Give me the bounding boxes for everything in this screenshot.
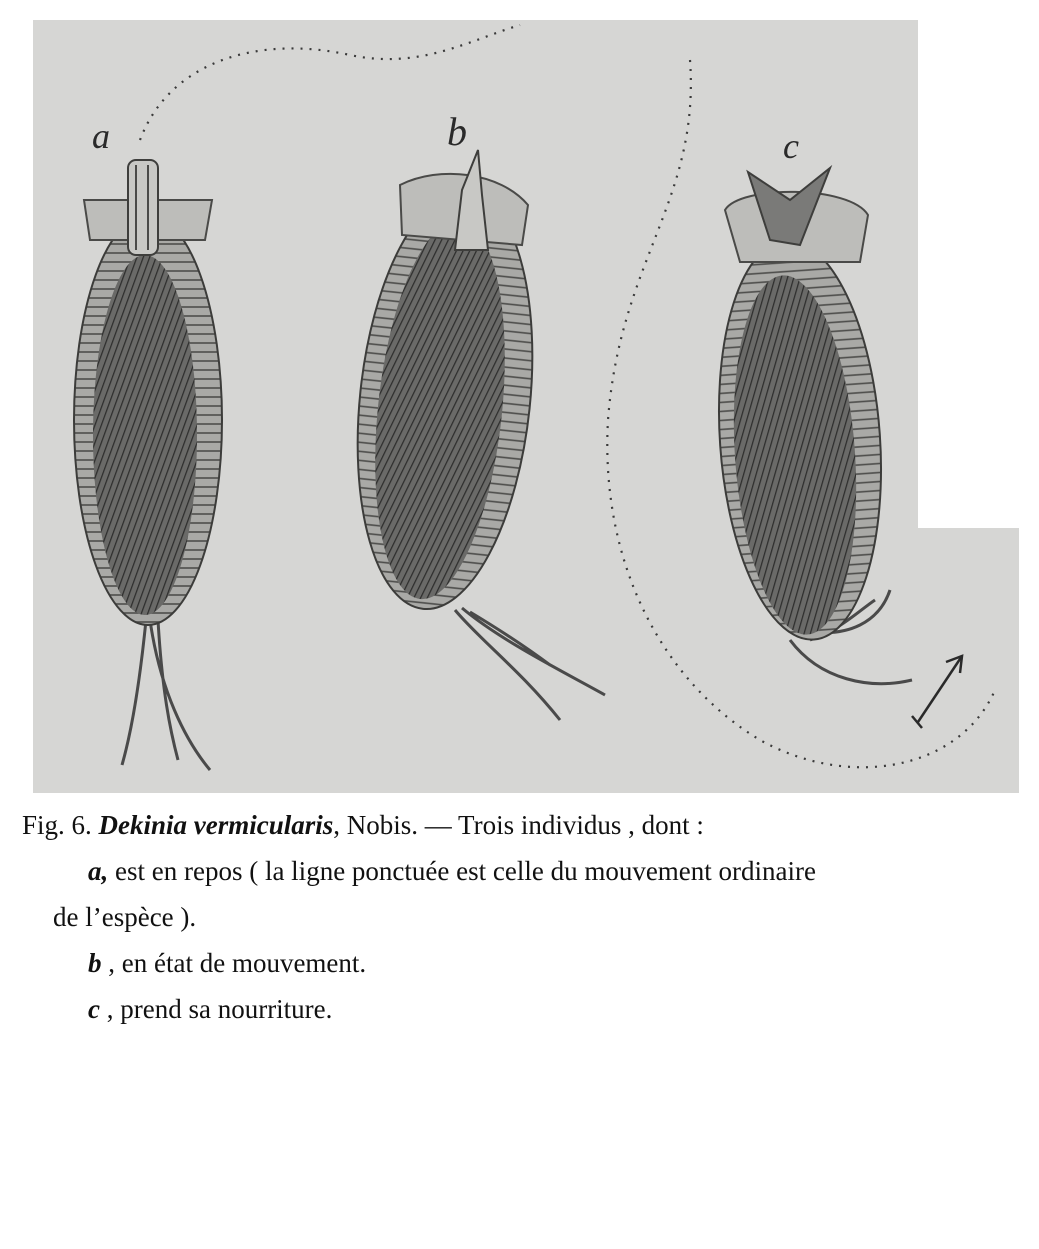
figure-number: Fig. 6. <box>22 810 92 840</box>
caption-item-a <box>88 848 816 894</box>
label-b: b <box>447 109 467 154</box>
caption-item-c <box>88 986 332 1032</box>
item-a-letter: a, <box>88 856 109 886</box>
caption-title-line <box>22 802 704 848</box>
item-b-text: , en état de mouvement. <box>101 948 367 978</box>
item-b-letter: b <box>88 948 102 978</box>
caption-item-a-continued: de l’espèce ). <box>53 902 197 932</box>
species-name: Dekinia vermicularis <box>98 810 334 840</box>
item-c-letter: c <box>88 994 100 1024</box>
label-c: c <box>783 126 799 166</box>
item-c-text: , prend sa nourriture. <box>99 994 333 1024</box>
label-a: a <box>92 116 110 156</box>
item-a-text: est en repos ( la ligne ponctuée est celle du mouvement ordinaire <box>108 856 816 886</box>
caption-author: , Nobis. — Trois individus , dont : <box>333 810 704 840</box>
caption-item-b <box>88 940 366 986</box>
